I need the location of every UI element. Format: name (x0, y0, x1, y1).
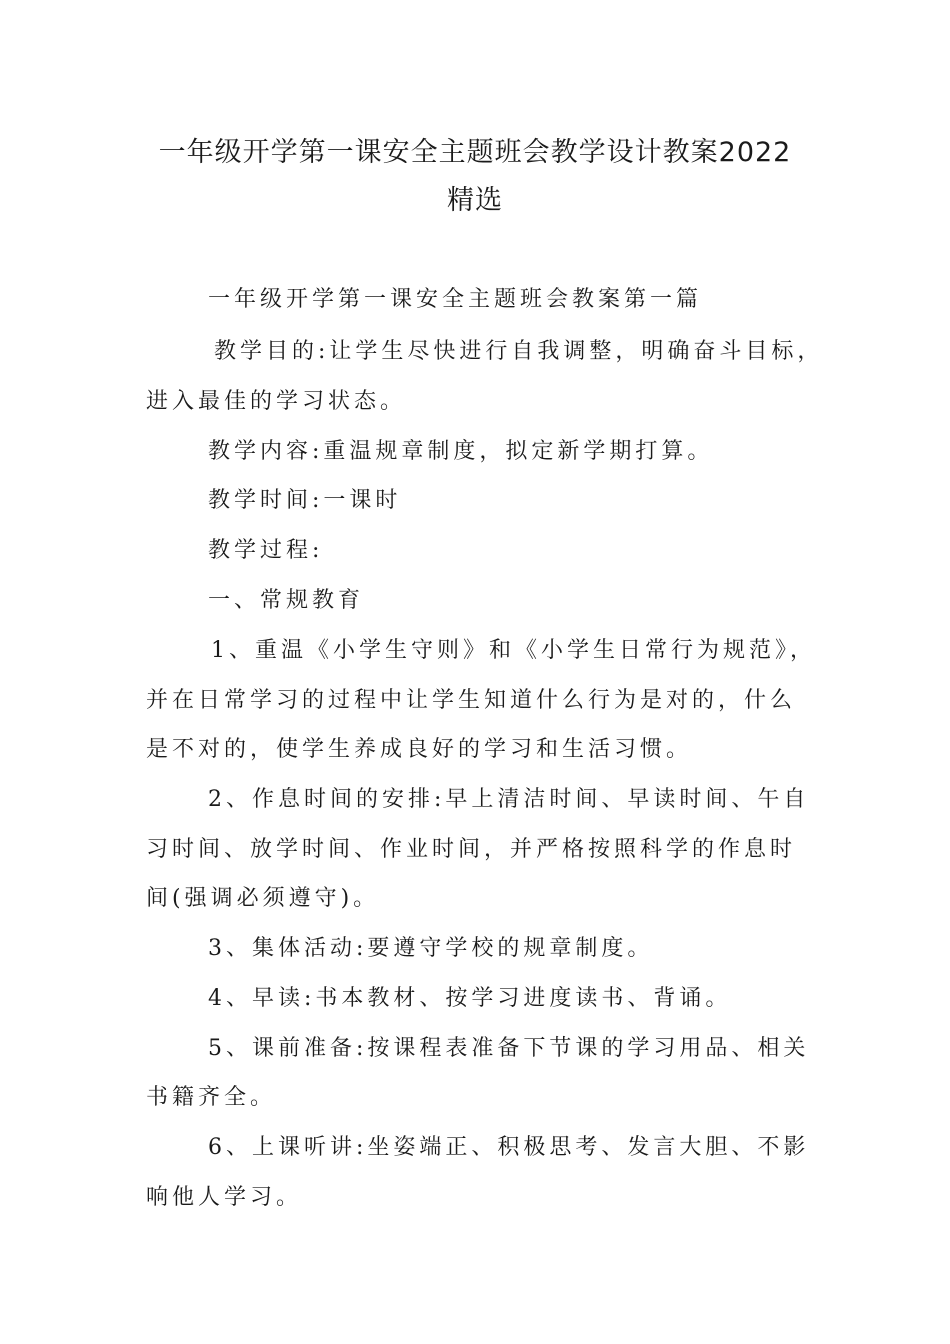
section-heading: 一年级开学第一课安全主题班会教案第一篇 (208, 287, 703, 312)
list-item-line: 3、集体活动:要遵守学校的规章制度。 (208, 936, 654, 961)
subsection-heading: 一、常规教育 (208, 588, 365, 613)
list-item-line: 4、早读:书本教材、按学习进度读书、背诵。 (208, 986, 732, 1011)
paragraph-line: 教学时间:一课时 (208, 488, 402, 513)
paragraph-line: 教学内容:重温规章制度，拟定新学期打算。 (208, 439, 714, 464)
document-title-line-2: 精选 (447, 185, 503, 216)
paragraph-line: 教学过程: (208, 538, 324, 563)
list-item-line: 书籍齐全。 (146, 1085, 277, 1110)
list-item-line: 5、课前准备:按课程表准备下节课的学习用品、相关 (208, 1036, 810, 1061)
list-item-line: 间(强调必须遵守)。 (146, 886, 380, 911)
list-item-line: 是不对的，使学生养成良好的学习和生活习惯。 (146, 737, 693, 762)
list-item-line: 1、重温《小学生守则》和《小学生日常行为规范》， (211, 638, 816, 663)
paragraph-line: 教学目的:让学生尽快进行自我调整，明确奋斗目标， (214, 339, 824, 364)
document-title-line-1: 一年级开学第一课安全主题班会教学设计教案2022 (158, 137, 792, 168)
list-item-line: 6、上课听讲:坐姿端正、积极思考、发言大胆、不影 (208, 1135, 810, 1160)
list-item-line: 2、作息时间的安排:早上清洁时间、早读时间、午自 (208, 787, 810, 812)
list-item-line: 并在日常学习的过程中让学生知道什么行为是对的，什么 (146, 688, 797, 713)
paragraph-line: 进入最佳的学习状态。 (146, 389, 407, 414)
list-item-line: 习时间、放学时间、作业时间，并严格按照科学的作息时 (146, 837, 797, 862)
list-item-line: 响他人学习。 (146, 1185, 303, 1210)
